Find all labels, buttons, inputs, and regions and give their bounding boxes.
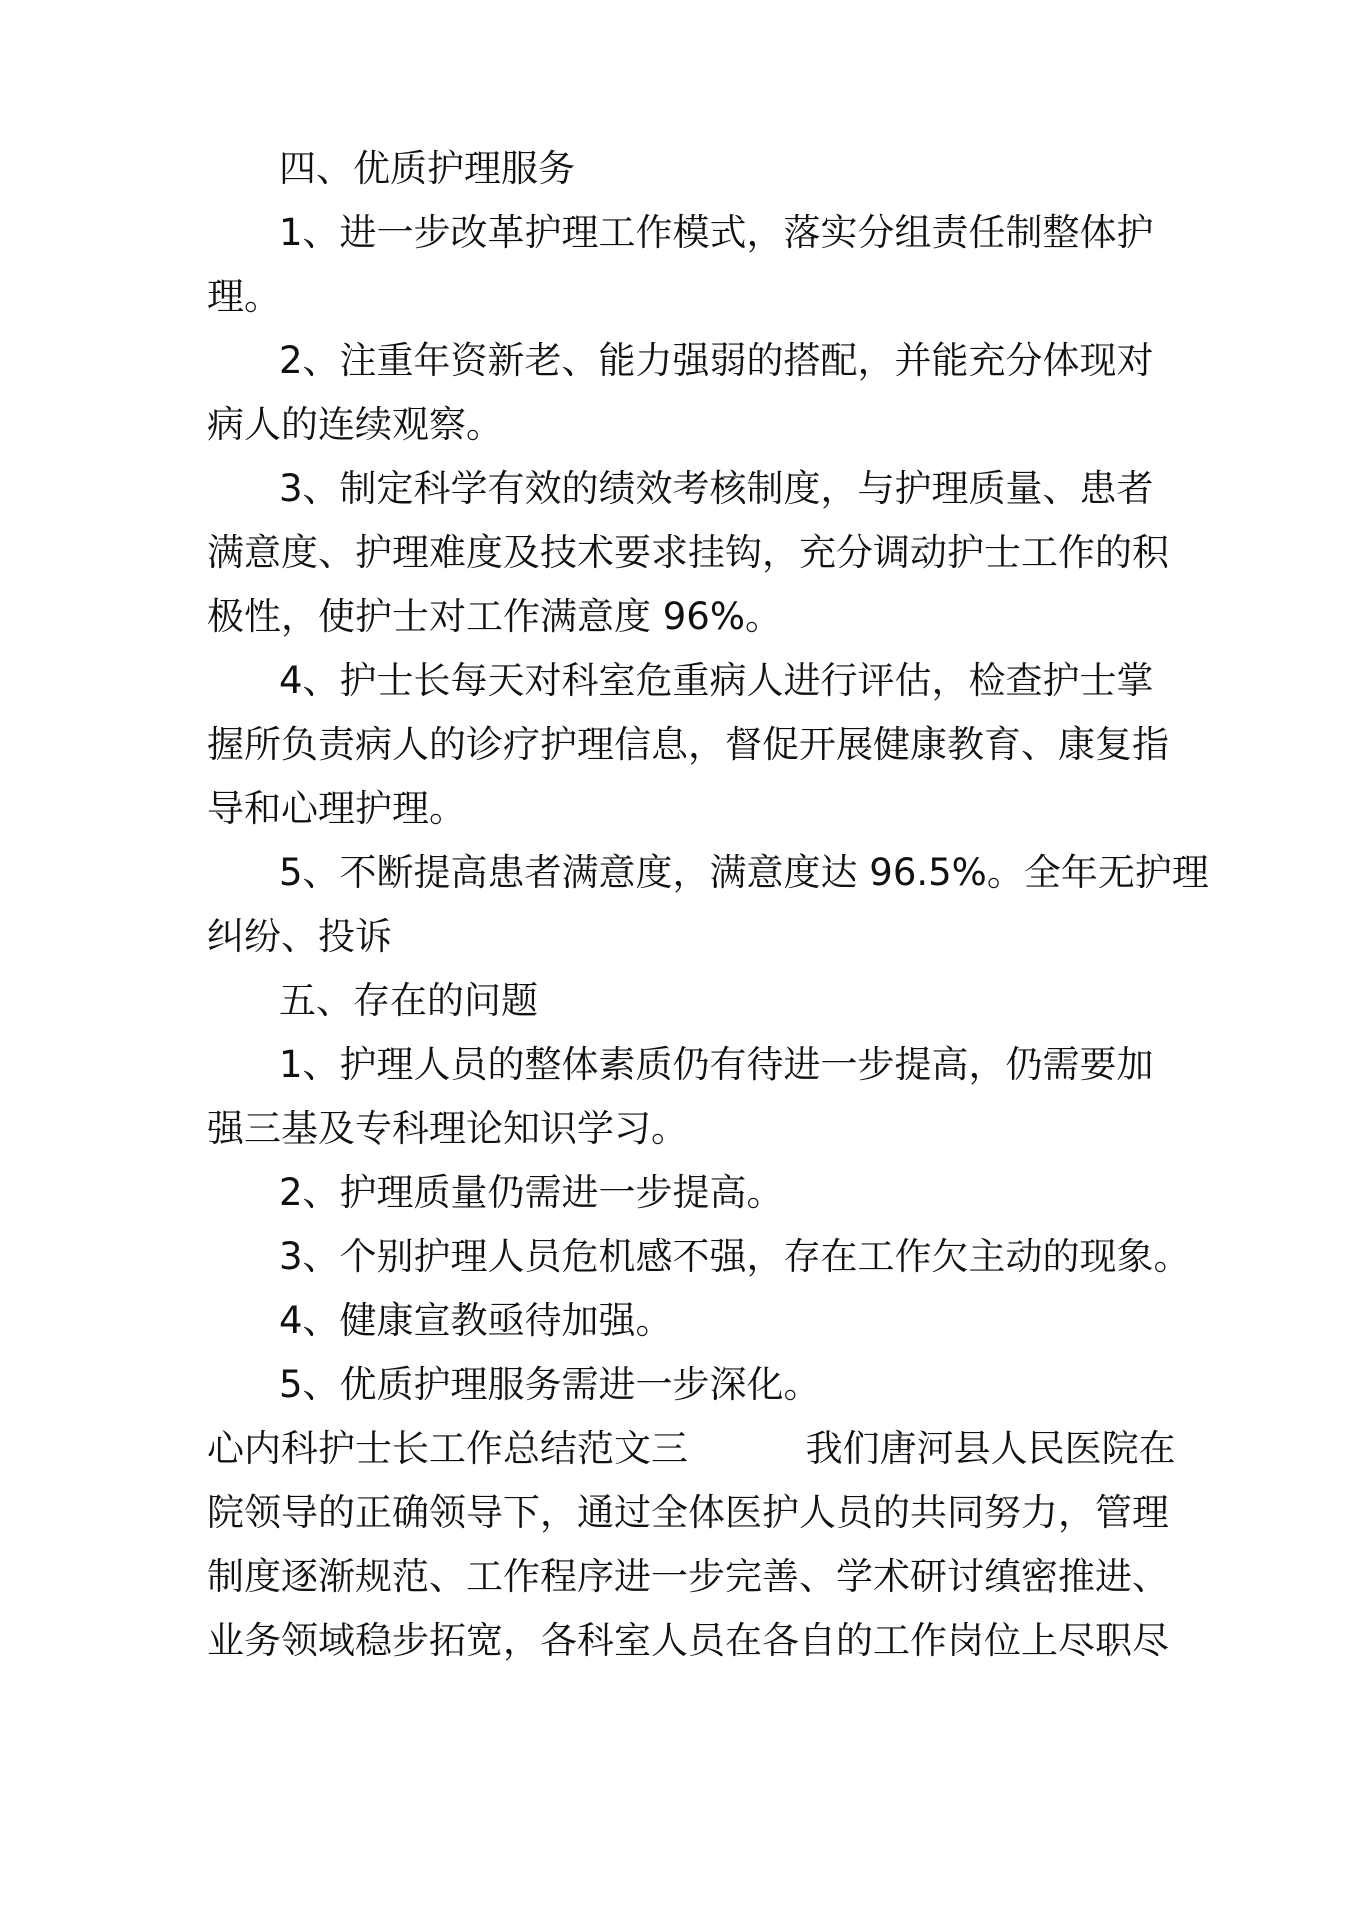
paragraph-line: 3、个别护理人员危机感不强，存在工作欠主动的现象。 bbox=[279, 1235, 1191, 1278]
paragraph-line: 2、护理质量仍需进一步提高。 bbox=[279, 1171, 784, 1214]
section-heading-5: 五、存在的问题 bbox=[279, 979, 538, 1022]
paragraph-line: 病人的连续观察。 bbox=[207, 403, 503, 446]
paragraph-line: 5、优质护理服务需进一步深化。 bbox=[279, 1363, 821, 1406]
paragraph-line: 1、进一步改革护理工作模式，落实分组责任制整体护 bbox=[279, 211, 1154, 254]
paragraph-line: 1、护理人员的整体素质仍有待进一步提高，仍需要加 bbox=[279, 1043, 1154, 1086]
paragraph-line: 3、制定科学有效的绩效考核制度，与护理质量、患者 bbox=[279, 467, 1154, 510]
paragraph-line: 导和心理护理。 bbox=[207, 787, 466, 830]
paragraph-line: 2、注重年资新老、能力强弱的搭配，并能充分体现对 bbox=[279, 339, 1154, 382]
section-heading-4: 四、优质护理服务 bbox=[279, 147, 575, 190]
paragraph-line: 理。 bbox=[207, 275, 281, 318]
paragraph-line: 满意度、护理难度及技术要求挂钩，充分调动护士工作的积 bbox=[207, 531, 1169, 574]
paragraph-line: 强三基及专科理论知识学习。 bbox=[207, 1107, 688, 1150]
paragraph-line: 握所负责病人的诊疗护理信息，督促开展健康教育、康复指 bbox=[207, 723, 1169, 766]
paragraph-line: 极性，使护士对工作满意度 96%。 bbox=[207, 595, 782, 638]
paragraph-line: 制度逐渐规范、工作程序进一步完善、学术研讨缜密推进、 bbox=[207, 1555, 1169, 1598]
paragraph-line: 4、健康宣教亟待加强。 bbox=[279, 1299, 673, 1342]
paragraph-line: 业务领域稳步拓宽，各科室人员在各自的工作岗位上尽职尽 bbox=[207, 1619, 1169, 1662]
document-body bbox=[207, 137, 1209, 1673]
paragraph-line: 院领导的正确领导下，通过全体医护人员的共同努力，管理 bbox=[207, 1491, 1169, 1534]
paragraph-line: 心内科护士长工作总结范文三 我们唐河县人民医院在 bbox=[207, 1427, 1176, 1470]
paragraph-line: 4、护士长每天对科室危重病人进行评估，检查护士掌 bbox=[279, 659, 1154, 702]
paragraph-line: 5、不断提高患者满意度，满意度达 96.5%。全年无护理 bbox=[279, 851, 1209, 894]
paragraph-line: 纠纷、投诉 bbox=[207, 915, 392, 958]
